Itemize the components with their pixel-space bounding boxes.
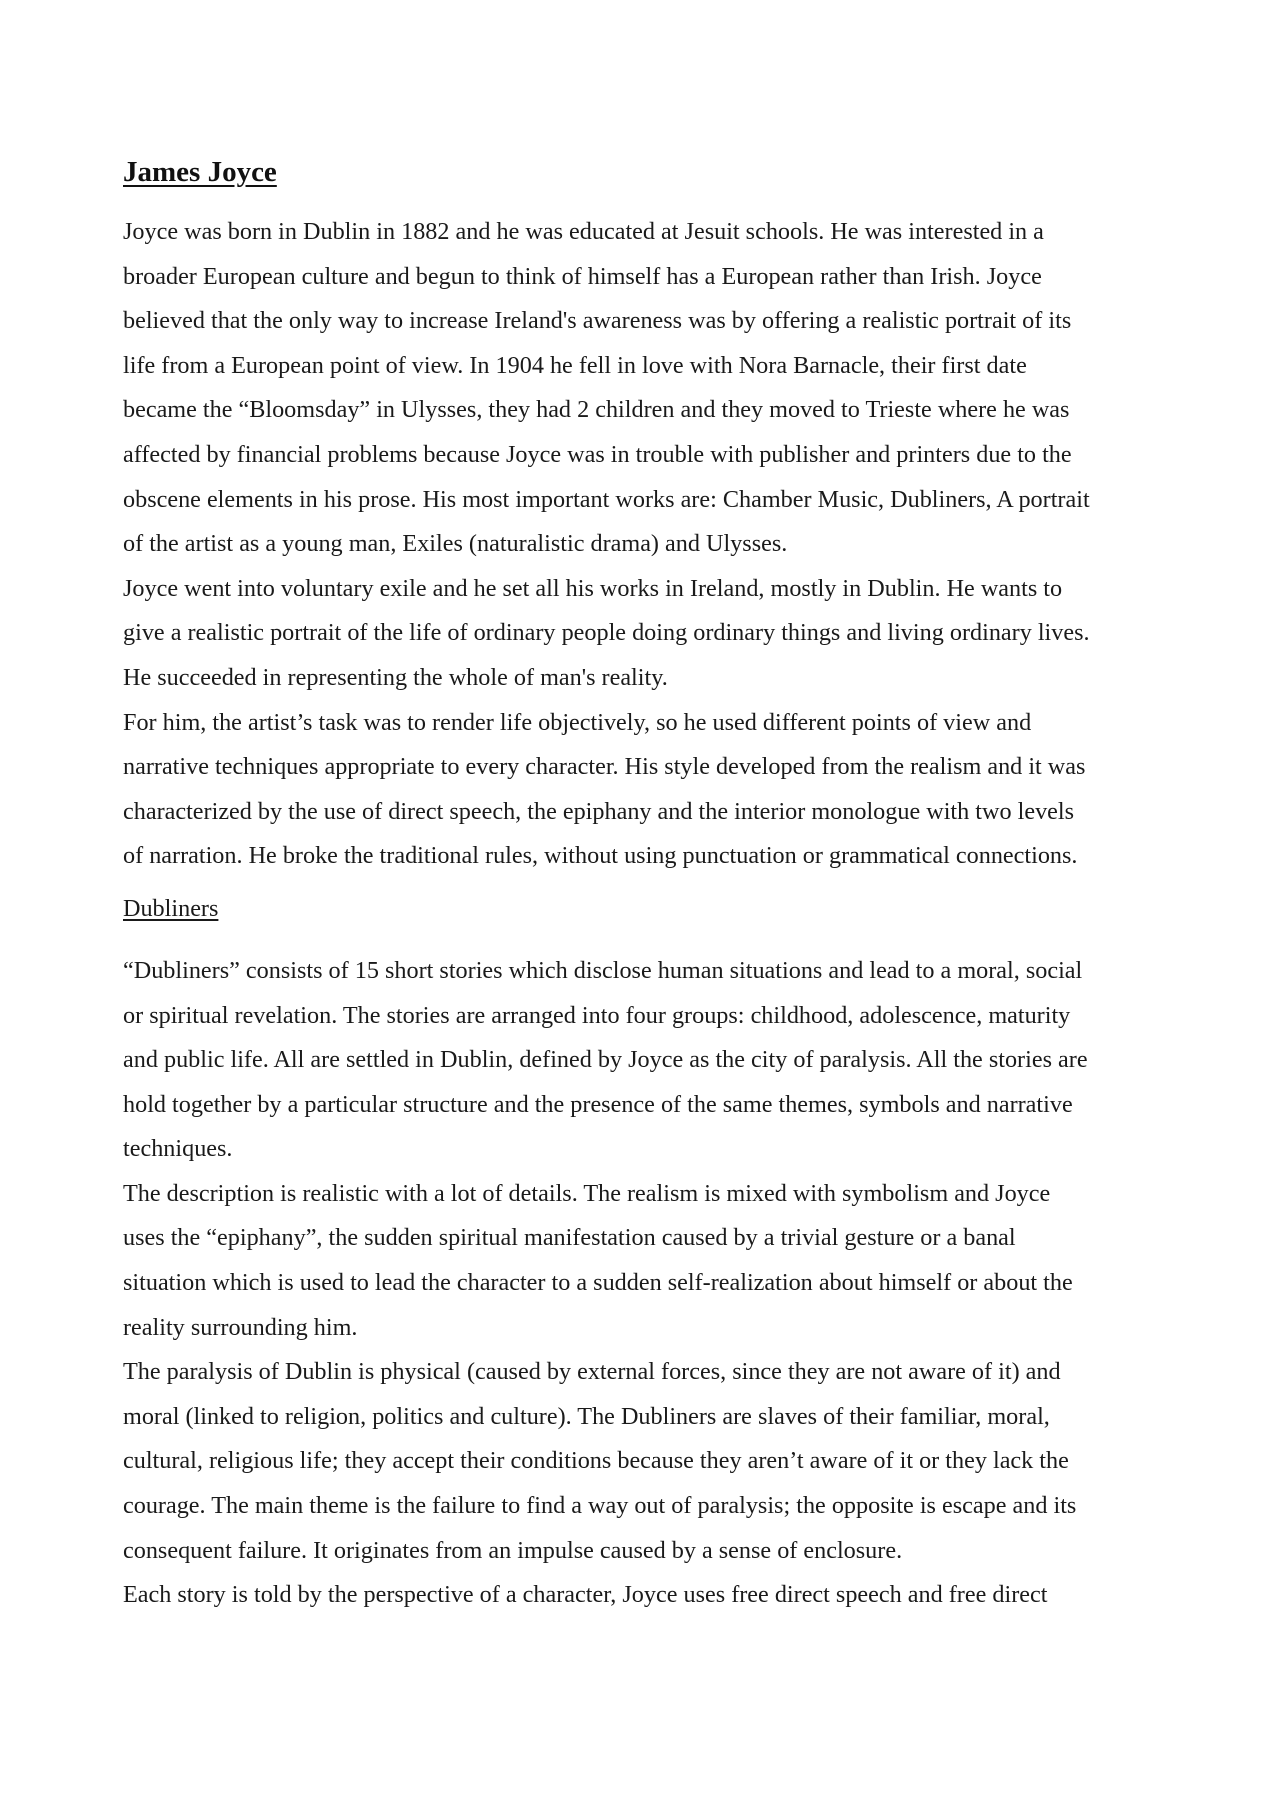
text-line: give a realistic portrait of the life of ordinary people doing ordinary things and living ordinary lives. [123,619,1090,647]
text-line: or spiritual revelation. The stories are arranged into four groups: childhood, adolescence, maturity [123,1001,1071,1029]
text-line: cultural, religious life; they accept their conditions because they aren’t aware of it or they lack the [123,1447,1069,1475]
text-line: situation which is used to lead the character to a sudden self-realization about himself or about the [123,1269,1073,1297]
text-line: characterized by the use of direct speech, the epiphany and the interior monologue with two levels [123,797,1075,825]
text-line: Each story is told by the perspective of a character, Joyce uses free direct speech and free direct [123,1581,1048,1609]
text-line: of the artist as a young man, Exiles (naturalistic drama) and Ulysses. [123,530,788,558]
page-title: James Joyce [123,156,277,188]
text-line: life from a European point of view. In 1904 he fell in love with Nora Barnacle, their first date [123,351,1027,379]
paragraph [123,1350,1183,1573]
intro-section [123,210,1183,879]
text-line: “Dubliners” consists of 15 short stories which disclose human situations and lead to a moral, social [123,956,1083,984]
text-line: The paralysis of Dublin is physical (caused by external forces, since they are not aware of it) and [123,1358,1061,1386]
document-body [123,152,1183,1618]
paragraph [123,1172,1183,1350]
text-line: of narration. He broke the traditional rules, without using punctuation or grammatical connections. [123,842,1078,870]
text-line: affected by financial problems because Joyce was in trouble with publisher and printers due to the [123,440,1072,468]
text-line: Joyce went into voluntary exile and he set all his works in Ireland, mostly in Dublin. He wants to [123,574,1063,602]
text-line: obscene elements in his prose. His most important works are: Chamber Music, Dubliners, A portrait [123,485,1090,513]
text-line: reality surrounding him. [123,1313,358,1341]
paragraph [123,701,1183,879]
text-line: moral (linked to religion, politics and culture). The Dubliners are slaves of their familiar, moral, [123,1402,1050,1430]
section-heading: Dubliners [123,894,219,922]
text-line: The description is realistic with a lot of details. The realism is mixed with symbolism and Joyce [123,1179,1051,1207]
text-line: narrative techniques appropriate to every character. His style developed from the realism and it was [123,753,1086,781]
text-line: He succeeded in representing the whole of man's reality. [123,663,668,691]
paragraph [123,567,1183,701]
text-line: techniques. [123,1135,233,1163]
paragraph [123,1573,1183,1618]
text-line: consequent failure. It originates from an impulse caused by a sense of enclosure. [123,1536,903,1564]
text-line: Joyce was born in Dublin in 1882 and he was educated at Jesuit schools. He was interested in a [123,218,1044,245]
text-line: For him, the artist’s task was to render life objectively, so he used different points of view and [123,708,1032,736]
text-line: became the “Bloomsday” in Ulysses, they had 2 children and they moved to Trieste where he was [123,396,1070,424]
text-line: hold together by a particular structure and the presence of the same themes, symbols and narrative [123,1090,1073,1118]
dubliners-section [123,879,1183,1618]
paragraph [123,210,1183,567]
text-line: uses the “epiphany”, the sudden spiritual manifestation caused by a trivial gesture or a banal [123,1224,1016,1252]
text-line: and public life. All are settled in Dublin, defined by Joyce as the city of paralysis. All the stories are [123,1046,1088,1074]
text-line: courage. The main theme is the failure to find a way out of paralysis; the opposite is escape and its [123,1492,1077,1520]
text-line: believed that the only way to increase Ireland's awareness was by offering a realistic portrait of its [123,307,1072,335]
paragraph [123,949,1183,1172]
text-line: broader European culture and begun to think of himself has a European rather than Irish. Joyce [123,262,1042,290]
